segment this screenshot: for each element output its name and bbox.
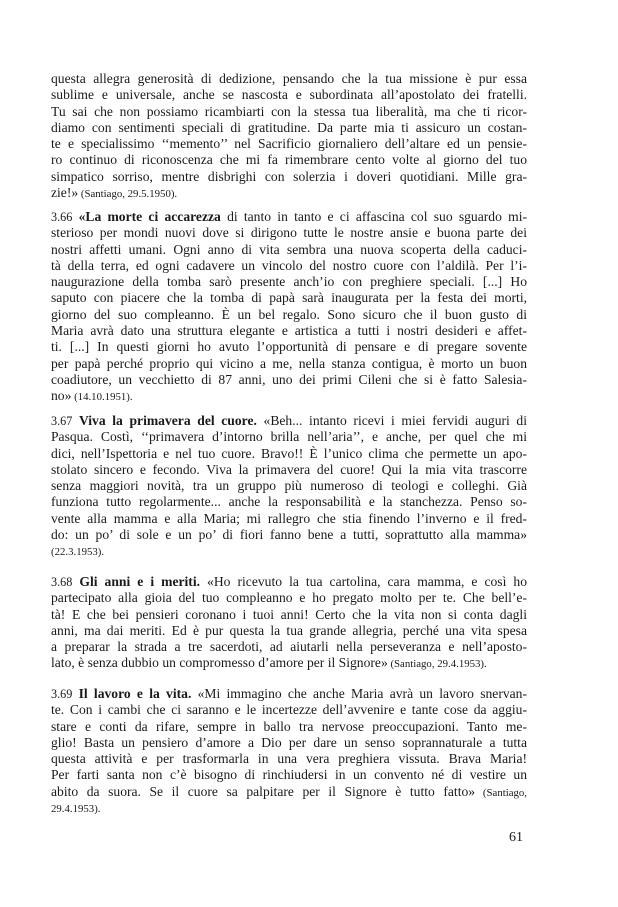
text-line: sublime e universale, anche se nascosta e subordinata all’apostolato dei fratelli. — [51, 87, 527, 103]
section-first-line — [51, 413, 527, 429]
text-line: questa allegra generosità di dedizione, pensando che la tua missione è pur essa — [51, 71, 527, 86]
text-line: dici, nell’Ispettoria e nel tuo cuore. Bravo!! È l’unico clima che permette un apo- — [51, 445, 527, 461]
text-line: nostri affetti umani. Ogni anno di vita sembra una nuova scoperta della caduci- — [51, 241, 527, 257]
text-line: saputo con piacere che la tomba di papà sarà inaugurata per la festa dei morti, — [51, 290, 527, 306]
text-line — [51, 784, 527, 800]
section-first-line — [51, 209, 527, 225]
citation: (Santiago, 29.5.1950). — [78, 188, 178, 201]
section-first-line — [51, 686, 527, 702]
text-line: stare e conti da rifare, sempre in ballo tra nervose preoccupazioni. Tanto me- — [51, 718, 527, 734]
section-title: Viva la primavera del cuore. — [78, 413, 257, 428]
line-text: lato, è senza dubbio un compromesso d’amore per il Signore» — [51, 655, 388, 671]
text-line: stolato sincero e fecondo. Viva la primavera del cuore! Qui la mia vita trascorre — [51, 461, 527, 477]
section-3-68 — [51, 574, 527, 672]
text-line: vente alla mamma e alla Maria; mi rallegro che stia finendo l’inverno e il fred- — [51, 510, 527, 526]
text-line: sterioso per mondi nuovi dove si dirigono tutte le nostre ansie e buona parte dei — [51, 225, 527, 241]
text-line: te. Con i cambi che ci saranno e le incertezze dell’avvenire e tante cose da aggiu- — [51, 702, 527, 718]
section-title: Il lavoro e la vita. — [78, 686, 192, 701]
text-line: per papà perché proprio qui vicino a me, nella stanza contigua, è morto un buon — [51, 355, 527, 371]
line-text: «Beh... intanto ricevi i miei fervidi auguri di — [256, 413, 527, 428]
text-line: ti. [...] In questi giorni ho avuto l’opportunità di pensare e di pregare sovente — [51, 339, 527, 355]
text-line: senza maggiori novità, tra un gruppo più numeroso di teologi e colleghi. Già — [51, 478, 527, 494]
section-3-69 — [51, 686, 527, 816]
section-3-66 — [51, 209, 527, 405]
text-line: diamo con sentimenti speciali di gratitudine. Da parte mia ti assicuro un costan- — [51, 119, 527, 135]
text-line: funziona tutto regolarmente... anche la responsabilità e la stanchezza. Penso so- — [51, 494, 527, 510]
citation: (22.3.1953). — [51, 546, 105, 559]
text-line: ro continuo di riconoscenza che mi fa rimembrare cento volte al giorno del tuo — [51, 152, 527, 168]
line-text: di tanto in tanto e ci affascina col suo sguardo mi- — [220, 209, 527, 224]
line-text: no» — [51, 388, 72, 404]
text-line: Maria avrà dato una struttura elegante e artistica a tutti i nostri desideri e affet- — [51, 323, 527, 339]
text-line: Pasqua. Costì, ‘‘primavera d’intorno brilla nell’aria’’, e anche, per quel che mi — [51, 429, 527, 445]
line-text: abito da suora. Se il cuore sa palpitare per il Signore è tutto fatto» — [51, 783, 476, 799]
line-text: «Mi immagino che anche Maria avrà un lavoro snervan- — [191, 686, 527, 701]
text-line: do: un po’ di sole e un po’ di fiori fanno bene a tutti, soprattutto alla mamma» — [51, 527, 527, 543]
text-line: anni, ma dai meriti. Ed è pur questa la tua grande allegria, perché una vita spesa — [51, 622, 527, 638]
text-line — [51, 655, 527, 671]
text-line: glio! Basta un pensiero d’amore a Dio per dare un senso soprannaturale a tutta — [51, 734, 527, 750]
text-line: Tu sai che non possiamo ricambiarti con la stessa tua liberalità, ma che ti ricor- — [51, 103, 527, 119]
section-number: 3.67 — [51, 414, 73, 428]
citation: (14.10.1951). — [71, 391, 133, 404]
text-line: tà! E che bei pensieri coronano i tuoi anni! Certo che la vita non si conta dagli — [51, 606, 527, 622]
text-line: a preparar la strada a tre sacerdoti, ad aiutarli nella perseveranza e nell’aposto- — [51, 639, 527, 655]
text-line: te e specialissimo ‘‘memento’’ nel Sacrificio giornaliero dell’altare ed un pensie- — [51, 136, 527, 152]
line-text: «Ho ricevuto la tua cartolina, cara mamma, e così ho — [200, 574, 527, 589]
text-line — [51, 185, 527, 201]
text-line: tà della terra, ed ogni cadavere un vincolo del nostro cuore con l’aldilà. Per l’i- — [51, 257, 527, 273]
section-title: Gli anni e i meriti. — [79, 574, 201, 589]
section-number: 3.69 — [51, 687, 73, 701]
text-line: naugurazione della tomba sarò presente anch’io con preghiere speciali. [...] Ho — [51, 274, 527, 290]
text-line — [51, 800, 527, 816]
line-text: zie!» — [51, 185, 79, 201]
continuation-paragraph — [51, 71, 527, 201]
section-number: 3.66 — [51, 210, 73, 224]
text-line: Per farti santa non c’è bisogno di rinchiudersi in un convento né di vestire un — [51, 767, 527, 783]
text-line: simpatico sorriso, mentre disbrighi con solerzia i doveri quotidiani. Mille gra- — [51, 168, 527, 184]
section-first-line — [51, 574, 527, 590]
section-3-67 — [51, 413, 527, 560]
text-line: partecipato alla gioia del tuo compleanno e ho pregato molto per te. Che bell’e- — [51, 590, 527, 606]
page-number: 61 — [509, 830, 523, 845]
text-line — [51, 543, 527, 559]
citation: (Santiago, — [475, 786, 527, 799]
section-number: 3.68 — [51, 575, 73, 589]
text-line — [51, 388, 527, 404]
citation: (Santiago, 29.4.1953). — [387, 658, 487, 671]
text-line: coadiutore, un vecchietto di 87 anni, uno dei primi Cileni che si è fatto Salesia- — [51, 371, 527, 387]
text-line: questa attività e per trasformarla in una vera preghiera vissuta. Brava Maria! — [51, 751, 527, 767]
text-line: giorno del suo compleanno. È un bel regalo. Sono sicuro che il buon gusto di — [51, 306, 527, 322]
section-title: «La morte ci accarezza — [78, 209, 221, 224]
citation: 29.4.1953). — [51, 803, 101, 816]
